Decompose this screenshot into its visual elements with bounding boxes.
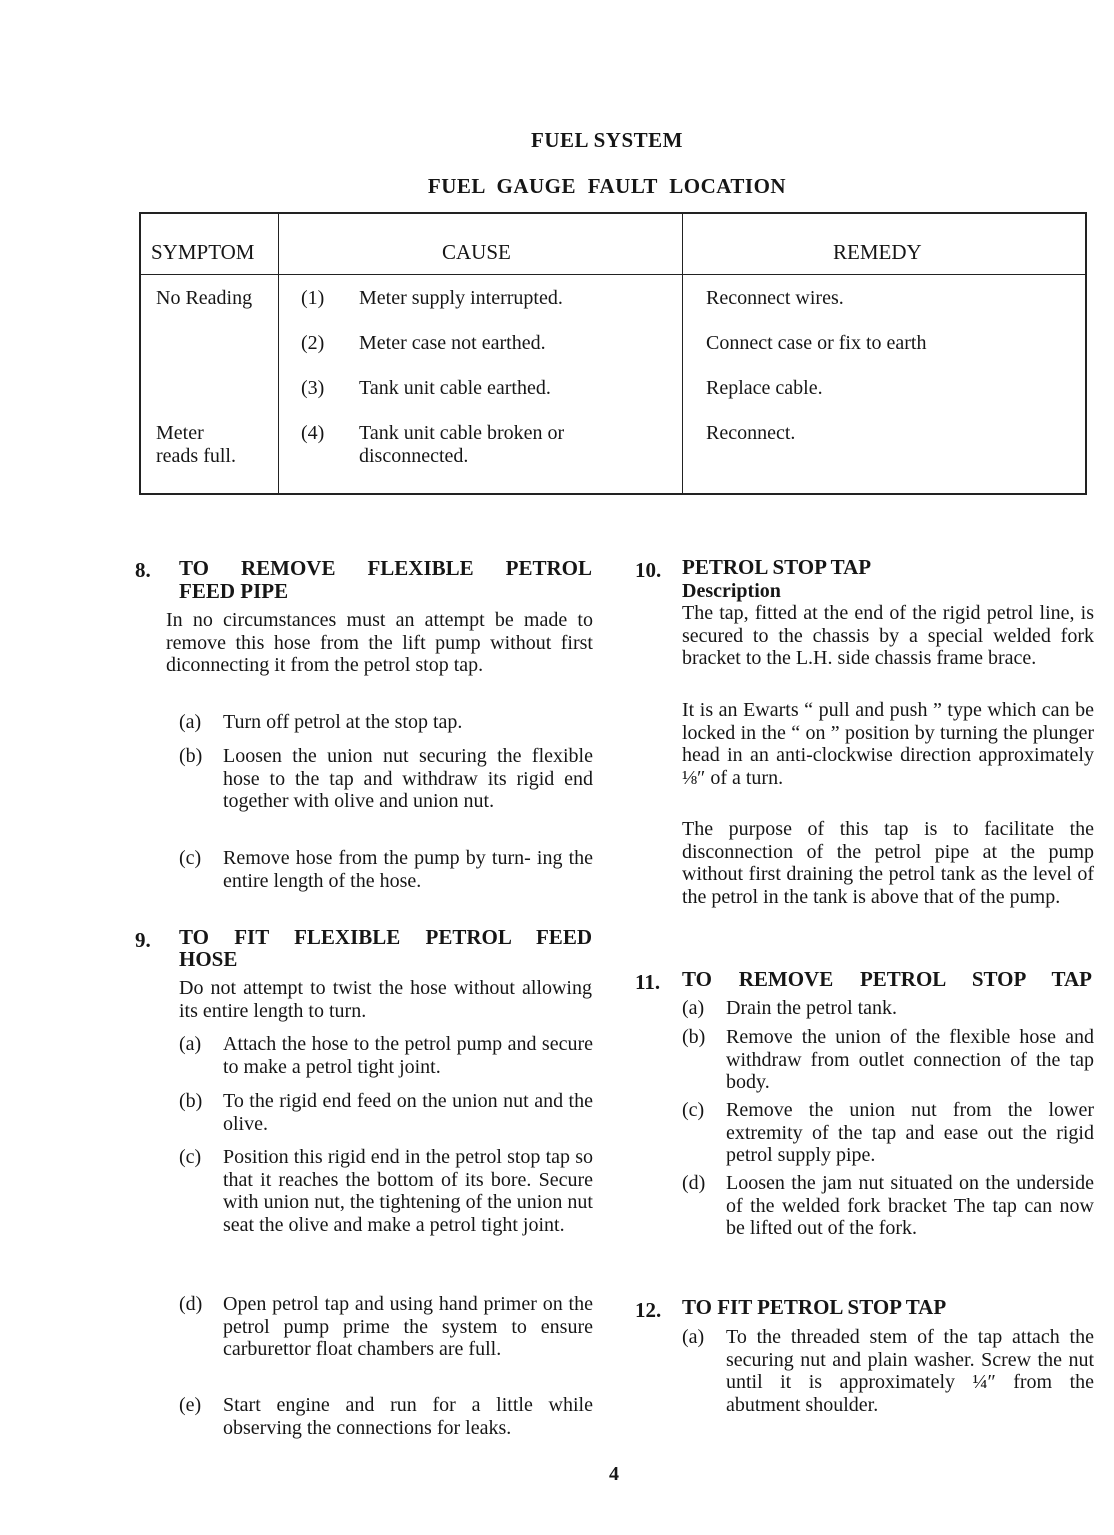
section-10-para-2: It is an Ewarts “ pull and push ” type which can be locked in the “ on ” position by turning the plunger head in an anti-clockwise direction approximately ⅛″ of a turn. bbox=[682, 699, 1094, 789]
section-11-heading: TO REMOVE PETROL STOP TAP bbox=[682, 967, 1092, 991]
item-text: Open petrol tap and using hand primer on the petrol pump prime the system to ensure carburettor float chambers are full. bbox=[223, 1293, 593, 1360]
item-text: Attach the hose to the petrol pump and secure to make a petrol tight joint. bbox=[223, 1033, 593, 1078]
section-10-heading: PETROL STOP TAP bbox=[682, 555, 872, 579]
remedy-cell: Connect case or fix to earth bbox=[706, 332, 927, 354]
section-10-para-3: The purpose of this tap is to facilitate the disconnection of the petrol pipe at the pump without first draining the petrol tank as the level of the petrol in the tank is above that of the pump. bbox=[682, 818, 1094, 908]
section-8-heading-cont: FEED PIPE bbox=[179, 579, 289, 603]
header-cause: CAUSE bbox=[442, 240, 511, 264]
section-9-heading: TO FIT FLEXIBLE PETROL FEED bbox=[179, 925, 592, 949]
page-number: 4 bbox=[609, 1463, 619, 1485]
table-header-rule bbox=[141, 274, 1085, 275]
remedy-cell: Reconnect. bbox=[706, 422, 796, 444]
cause-cell: disconnected. bbox=[359, 445, 469, 467]
cause-cell: Meter supply interrupted. bbox=[359, 287, 563, 309]
section-12-number: 12. bbox=[635, 1298, 662, 1322]
item-text: Remove the union nut from the lower extremity of the tap and ease out the rigid petrol supply pipe. bbox=[726, 1099, 1094, 1166]
remedy-cell: Replace cable. bbox=[706, 377, 823, 399]
item-text: To the rigid end feed on the union nut and the olive. bbox=[223, 1090, 593, 1135]
item-label: (b) bbox=[179, 1090, 203, 1112]
cause-number: (1) bbox=[301, 287, 325, 309]
cause-number: (2) bbox=[301, 332, 325, 354]
section-8-heading: TO REMOVE FLEXIBLE PETROL bbox=[179, 556, 592, 580]
section-10-subheading: Description bbox=[682, 580, 781, 602]
section-9-intro: Do not attempt to twist the hose without allowing its entire length to turn. bbox=[179, 977, 592, 1022]
item-label: (d) bbox=[179, 1293, 203, 1315]
item-text: Loosen the jam nut situated on the underside of the welded fork bracket The tap can now be lifted out of the fork. bbox=[726, 1172, 1094, 1239]
item-label: (b) bbox=[179, 745, 203, 767]
symptom-cell: reads full. bbox=[156, 445, 236, 467]
item-label: (c) bbox=[179, 847, 202, 869]
section-8-number: 8. bbox=[135, 558, 151, 582]
section-11-number: 11. bbox=[635, 970, 661, 994]
item-label: (c) bbox=[179, 1146, 202, 1168]
item-text: Remove the union of the flexible hose and withdraw from outlet connection of the tap body. bbox=[726, 1026, 1094, 1093]
cause-number: (3) bbox=[301, 377, 325, 399]
section-9-number: 9. bbox=[135, 928, 151, 952]
cause-cell: Meter case not earthed. bbox=[359, 332, 546, 354]
item-text: Turn off petrol at the stop tap. bbox=[223, 711, 463, 733]
fault-table bbox=[139, 212, 1087, 495]
item-text: Start engine and run for a little while observing the connections for leaks. bbox=[223, 1394, 593, 1439]
section-10-para-1: The tap, fitted at the end of the rigid petrol line, is secured to the chassis by a special welded fork bracket to the L.H. side chassis frame brace. bbox=[682, 602, 1094, 669]
cause-cell: Tank unit cable broken or bbox=[359, 422, 565, 444]
section-9-heading-cont: HOSE bbox=[179, 947, 238, 971]
item-label: (a) bbox=[682, 997, 705, 1019]
item-label: (e) bbox=[179, 1394, 202, 1416]
cause-cell: Tank unit cable earthed. bbox=[359, 377, 551, 399]
item-text: To the threaded stem of the tap attach the securing nut and plain washer. Screw the nut until it is approximately ¼″ from the abutment shoulder. bbox=[726, 1326, 1094, 1416]
item-label: (a) bbox=[179, 711, 202, 733]
cause-number: (4) bbox=[301, 422, 325, 444]
item-label: (c) bbox=[682, 1099, 705, 1121]
section-8-intro: In no circumstances must an attempt be made to remove this hose from the lift pump without first diconnecting it from the petrol stop tap. bbox=[166, 609, 593, 676]
header-symptom: SYMPTOM bbox=[151, 240, 255, 264]
item-label: (a) bbox=[682, 1326, 705, 1348]
remedy-cell: Reconnect wires. bbox=[706, 287, 844, 309]
table-divider bbox=[278, 214, 279, 493]
item-text: Loosen the union nut securing the flexible hose to the tap and withdraw its rigid end together with olive and union nut. bbox=[223, 745, 593, 812]
item-text: Remove hose from the pump by turn- ing the entire length of the hose. bbox=[223, 847, 593, 892]
symptom-cell: Meter bbox=[156, 422, 204, 444]
item-text: Drain the petrol tank. bbox=[726, 997, 898, 1019]
section-12-heading: TO FIT PETROL STOP TAP bbox=[682, 1295, 947, 1319]
symptom-cell: No Reading bbox=[156, 287, 253, 309]
section-10-number: 10. bbox=[635, 558, 662, 582]
header-remedy: REMEDY bbox=[833, 240, 922, 264]
item-text: Position this rigid end in the petrol stop tap so that it reaches the bottom of its bore. Secure with union nut, the tightening of the union nut seat the olive and make a petrol tight joint. bbox=[223, 1146, 593, 1236]
section-title: FUEL GAUGE FAULT LOCATION bbox=[427, 174, 787, 198]
table-divider bbox=[682, 214, 683, 493]
page-title: FUEL SYSTEM bbox=[531, 128, 683, 152]
item-label: (d) bbox=[682, 1172, 706, 1194]
item-label: (b) bbox=[682, 1026, 706, 1048]
item-label: (a) bbox=[179, 1033, 202, 1055]
